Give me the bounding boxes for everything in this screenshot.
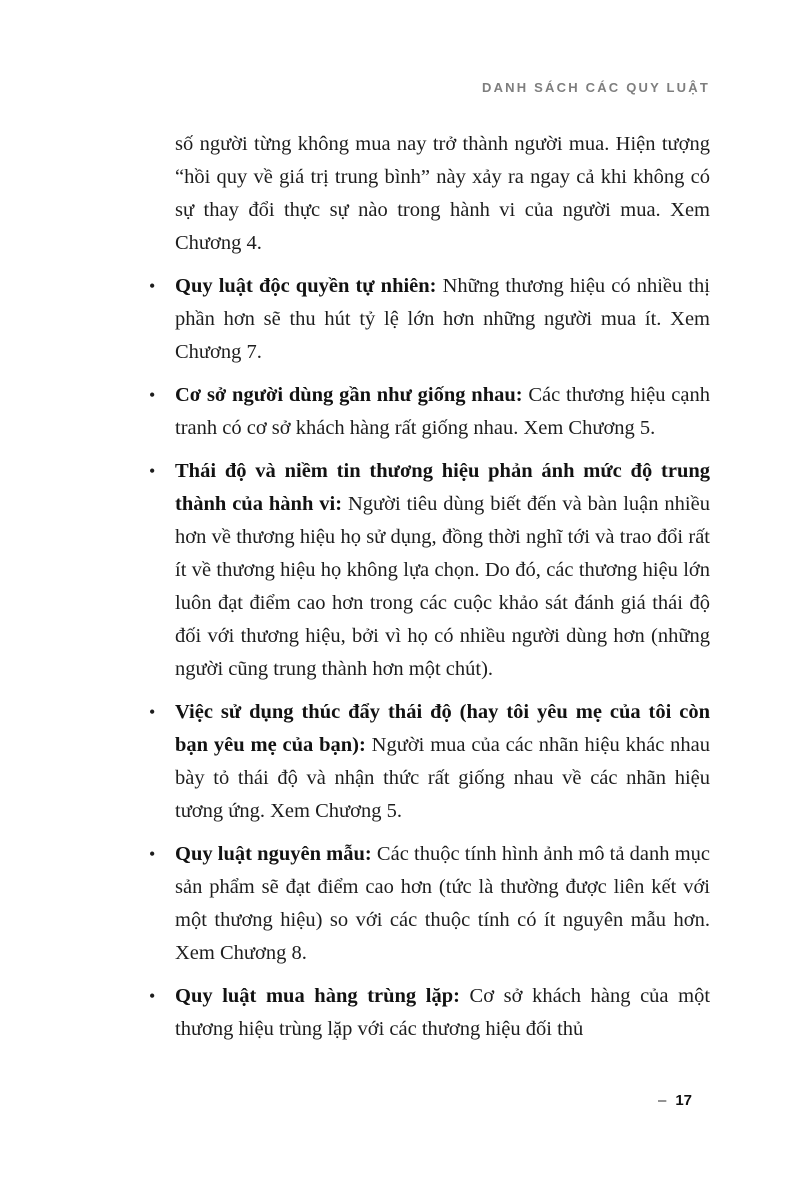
rule-body: Cơ sở khách hàng của một thương hiệu trùng lặp với các thương hiệu đối thủ	[175, 985, 711, 1040]
bullet-icon: •	[149, 276, 156, 296]
list-item	[147, 270, 710, 369]
list-item-text	[175, 696, 710, 828]
list-item	[147, 379, 710, 445]
page-number-dash: –	[657, 1092, 667, 1109]
rule-body: Người tiêu dùng biết đến và bàn luận nhiều hơn về thương hiệu họ sử dụng, đồng thời nghĩ tới và trao đổi rất ít về thương hiệu họ không lựa chọn. Do đó, các thương hiệu lớn luôn đạt điểm cao hơn trong các cuộc khảo sát đánh giá thái độ đối với thương hiệu, bởi vì họ có nhiều người dùng hơn (những người cũng trung thành hơn một chút).	[175, 493, 710, 680]
rule-body: Những thương hiệu có nhiều thị phần hơn sẽ thu hút tỷ lệ lớn hơn những người mua ít. Xem Chương 7.	[175, 275, 710, 363]
bullet-icon: •	[149, 461, 156, 481]
rule-body: Các thuộc tính hình ảnh mô tả danh mục sản phẩm sẽ đạt điểm cao hơn (tức là thường được liên kết với một thương hiệu) so với các thuộc tính có ít nguyên mẫu hơn. Xem Chương 8.	[175, 843, 711, 964]
list-item-text	[175, 838, 710, 970]
running-header: DANH SÁCH CÁC QUY LUẬT	[482, 80, 710, 95]
page-footer	[658, 1092, 692, 1109]
list-item-text	[175, 270, 710, 369]
rule-title: Thái độ và niềm tin thương hiệu phản ánh mức độ trung thành của hành vi:	[175, 460, 710, 515]
list-item	[147, 980, 710, 1046]
page-content	[147, 128, 710, 1056]
rule-title: Cơ sở người dùng gần như giống nhau:	[175, 384, 523, 406]
paragraph-continuation: số người từng không mua nay trở thành người mua. Hiện tượng “hồi quy về giá trị trung bình” này xảy ra ngay cả khi không có sự thay đổi thực sự nào trong hành vi của người mua. Xem Chương 4.	[175, 133, 710, 254]
bullet-icon: •	[149, 844, 156, 864]
page-number: 17	[675, 1092, 692, 1109]
rule-title: Quy luật độc quyền tự nhiên:	[175, 275, 437, 297]
bullet-icon: •	[149, 986, 156, 1006]
list-item	[147, 696, 710, 828]
list-item-text	[175, 455, 710, 686]
rule-body: Các thương hiệu cạnh tranh có cơ sở khách hàng rất giống nhau. Xem Chương 5.	[175, 384, 710, 439]
list-item-text	[175, 379, 710, 445]
list-item-text	[175, 980, 710, 1046]
list-item	[147, 838, 710, 970]
rule-title: Quy luật mua hàng trùng lặp:	[175, 985, 460, 1007]
list-item	[147, 455, 710, 686]
rule-body: Người mua của các nhãn hiệu khác nhau bày tỏ thái độ và nhận thức rất giống nhau về các nhãn hiệu tương ứng. Xem Chương 5.	[175, 734, 710, 822]
bullet-icon: •	[149, 385, 156, 405]
rule-title: Việc sử dụng thúc đẩy thái độ (hay tôi yêu mẹ của tôi còn bạn yêu mẹ của bạn):	[175, 701, 710, 756]
rule-title: Quy luật nguyên mẫu:	[175, 843, 372, 865]
bullet-icon: •	[149, 702, 156, 722]
